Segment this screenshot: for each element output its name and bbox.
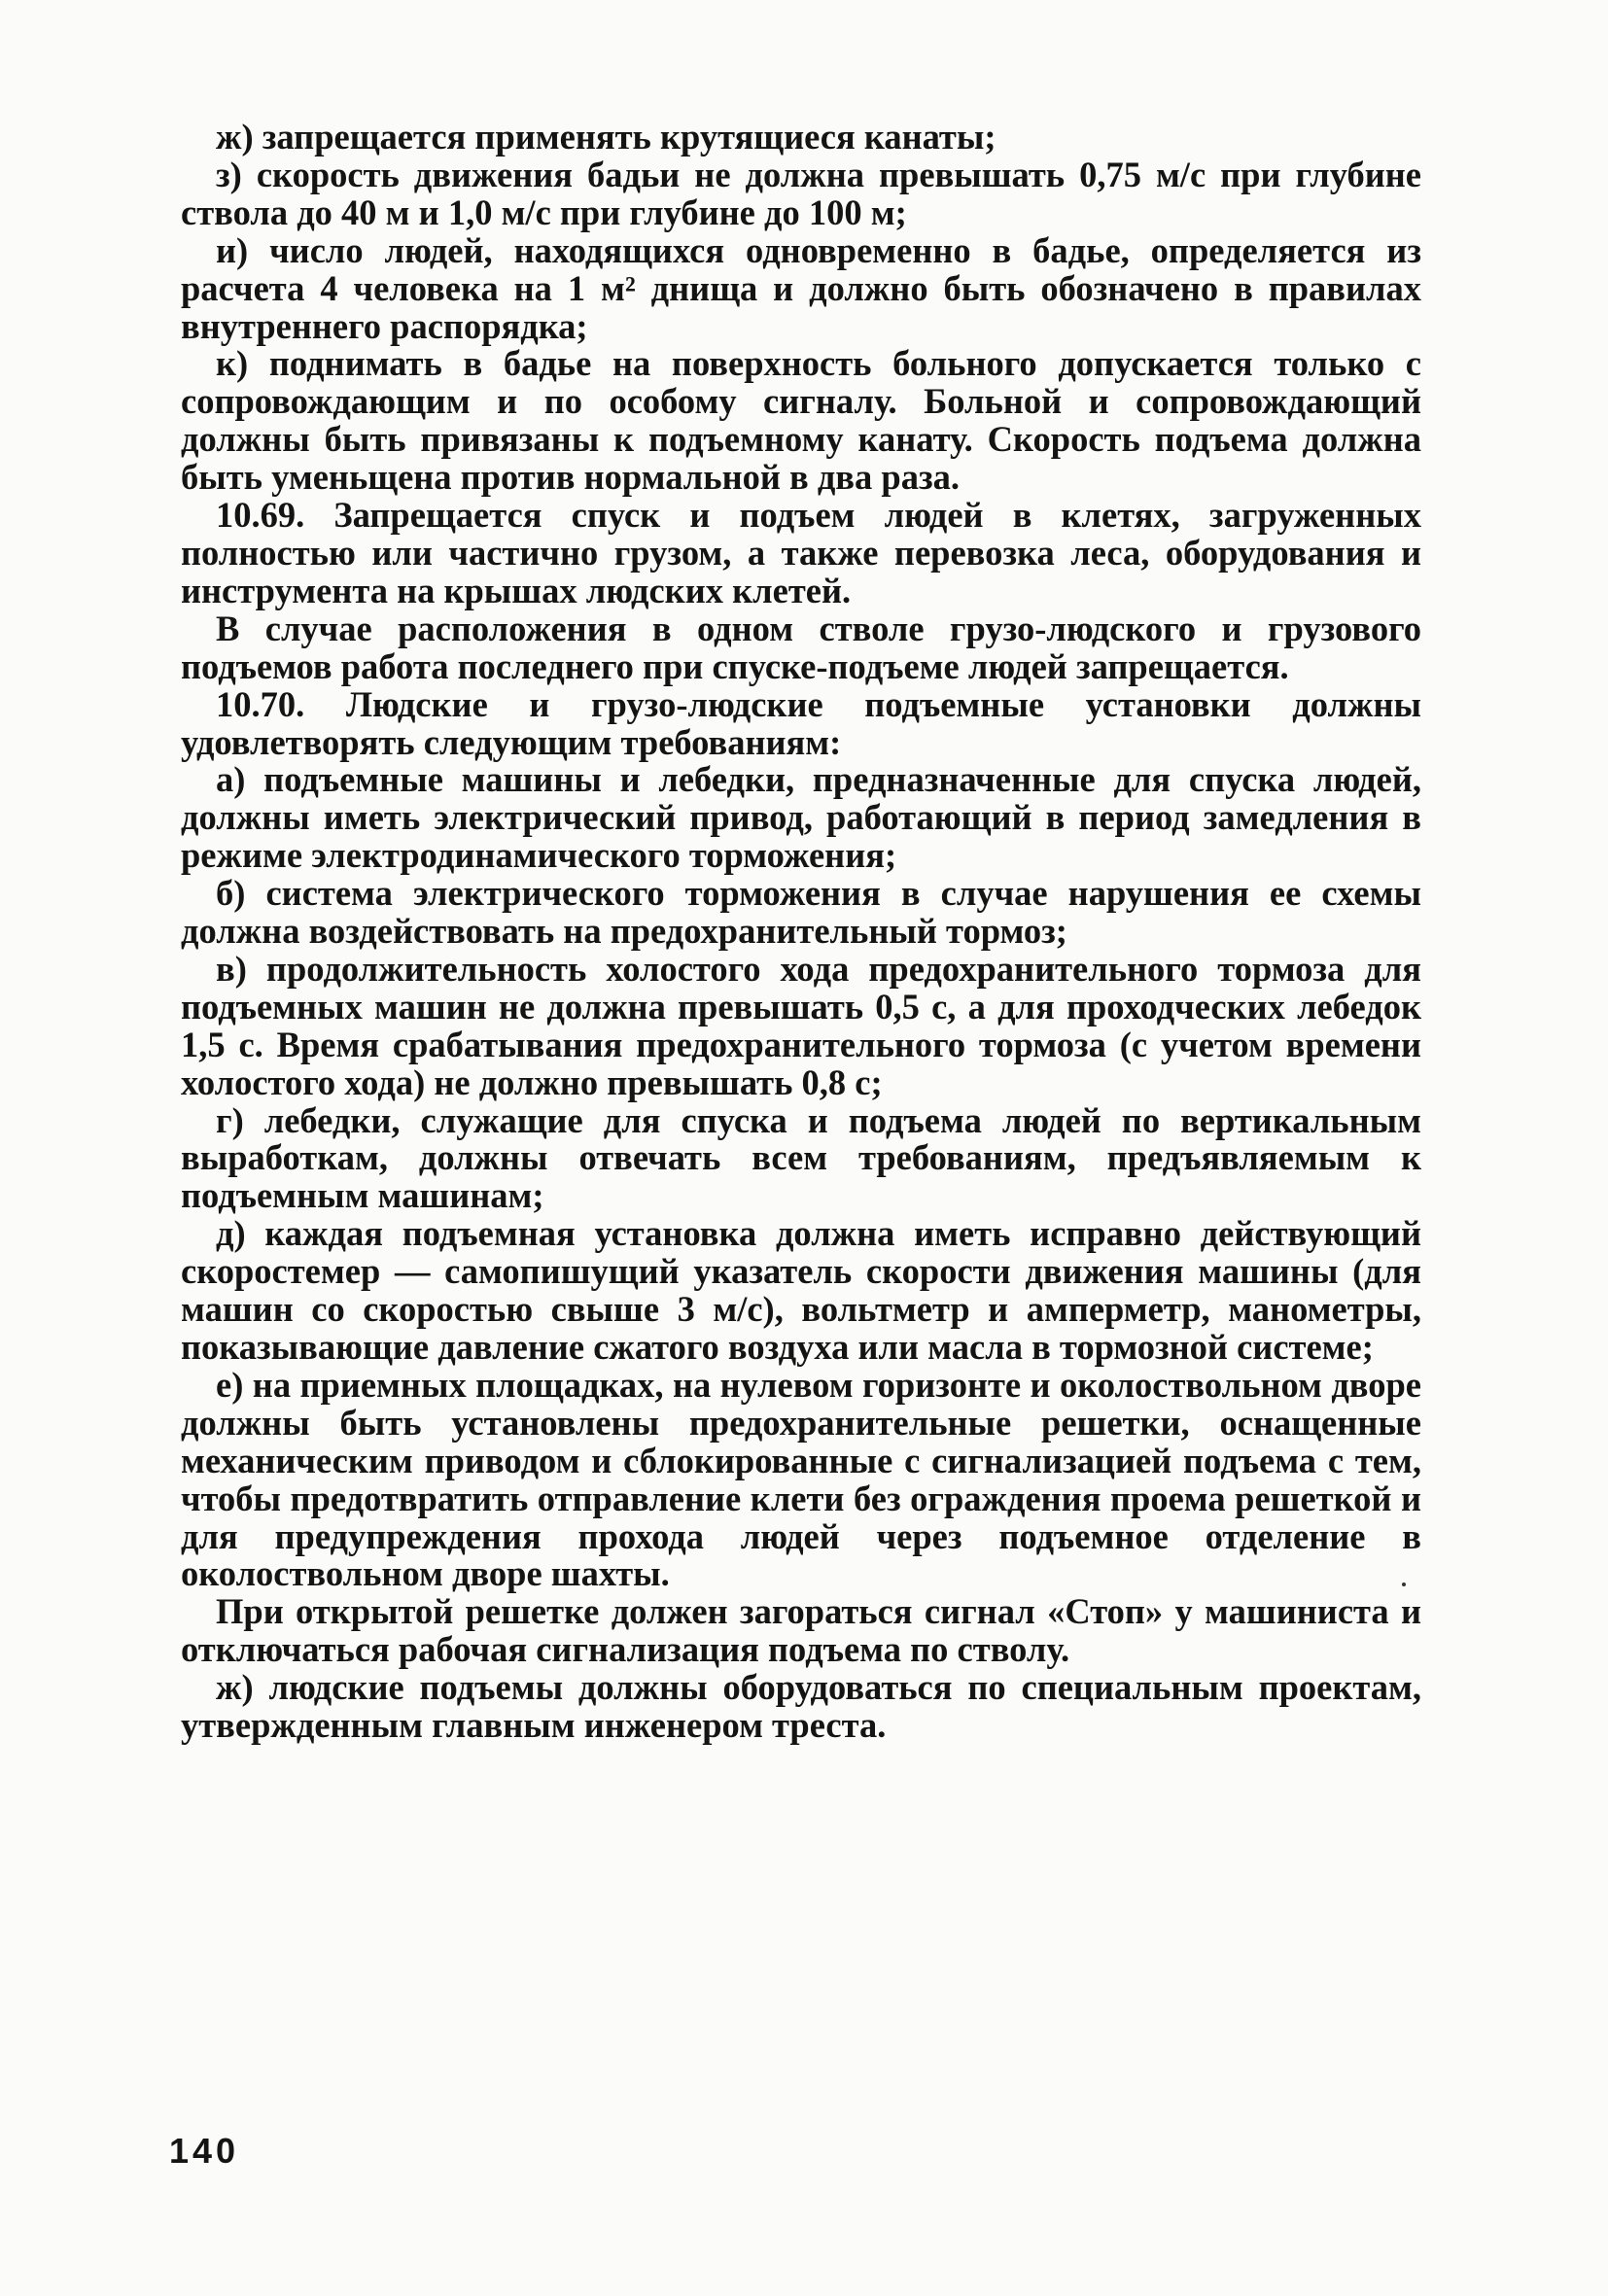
paragraph-e-safety-gates: е) на приемных площадках, на нулевом горизонте и околоствольном дворе должны быть установлены предохранительные решетки, оснащенные механическим приводом и сблокированные с сигнализацией подъема с тем, чтобы предотвратить отправление клети без ограждения проема решеткой и для предупреждения прохода людей через подъемное отделение в околоствольном дворе шахты. bbox=[181, 1364, 1421, 1594]
paragraph-i-people-count: и) число людей, находящихся одновременно в бадье, определяется из расчета 4 человека на 1 м² днища и должно быть обозначено в правилах внутреннего распорядка; bbox=[181, 229, 1421, 346]
paragraph-shared-shaft: В случае расположения в одном стволе грузо-людского и грузового подъемов работа последнего при спуске-подъеме людей запрещается. bbox=[181, 608, 1421, 686]
paragraph-b-braking-system: б) система электрического торможения в случае нарушения ее схемы должна воздействовать на предохранительный тормоз; bbox=[181, 873, 1421, 952]
paragraph-zh-special-projects: ж) людские подъемы должны оборудоваться по специальным проектам, утвержденным главным инженером треста. bbox=[181, 1667, 1421, 1746]
paragraph-10-69: 10.69. Запрещается спуск и подъем людей в клетях, загруженных полностью или частично грузом, а также перевозка леса, оборудования и инструмента на крышах людских клетей. bbox=[181, 495, 1421, 610]
paragraph-10-70: 10.70. Людские и грузо-людские подъемные установки должны удовлетворять следующим требованиям: bbox=[181, 683, 1421, 762]
paragraph-z-bucket-speed: з) скорость движения бадьи не должна превышать 0,75 м/с при глубине ствола до 40 м и 1,0 м/с при глубине до 100 м; bbox=[181, 154, 1421, 232]
paragraph-k-sick-person-lift: к) поднимать в бадье на поверхность больного допускается только с сопровождающим и по особому сигналу. Больной и сопровождающий должны быть привязаны к подъемному канату. Скорость подъема должна быть уменьщена против нормальной в два раза. bbox=[181, 343, 1421, 498]
paragraph-d-speedometer: д) каждая подъемная установка должна иметь исправно действующий скоростемер — самопишущий указатель скорости движения машины (для машин со скоростью свыше 3 м/с), вольтметр и амперметр, манометры, показывающие давление сжатого воздуха или масла в тормозной системе; bbox=[181, 1213, 1421, 1367]
body-text bbox=[181, 119, 1421, 1745]
paragraph-g-winches: г) лебедки, служащие для спуска и подъема людей по вертикальным выработкам, должны отвечать всем требованиям, предъявляемым к подъемным машинам; bbox=[181, 1099, 1421, 1216]
paragraph-stop-signal: При открытой решетке должен загораться сигнал «Стоп» у машиниста и отключаться рабочая сигнализация подъема по стволу. bbox=[181, 1591, 1421, 1670]
paragraph-a-electric-drive: а) подъемные машины и лебедки, предназначенные для спуска людей, должны иметь электрический привод, работающий в период замедления в режиме электродинамического торможения; bbox=[181, 759, 1421, 876]
page-number: 140 bbox=[169, 2131, 240, 2171]
paragraph-v-brake-timing: в) продолжительность холостого хода предохранительного тормоза для подъемных машин не должна превышать 0,5 с, а для проходческих лебедок 1,5 с. Время срабатывания предохранительного тормоза (с учетом времени холостого хода) не должно превышать 0,8 с; bbox=[181, 948, 1421, 1102]
paragraph-zh-rotating-ropes: ж) запрещается применять крутящиеся канаты; bbox=[216, 117, 996, 157]
print-speck bbox=[1402, 1583, 1406, 1586]
